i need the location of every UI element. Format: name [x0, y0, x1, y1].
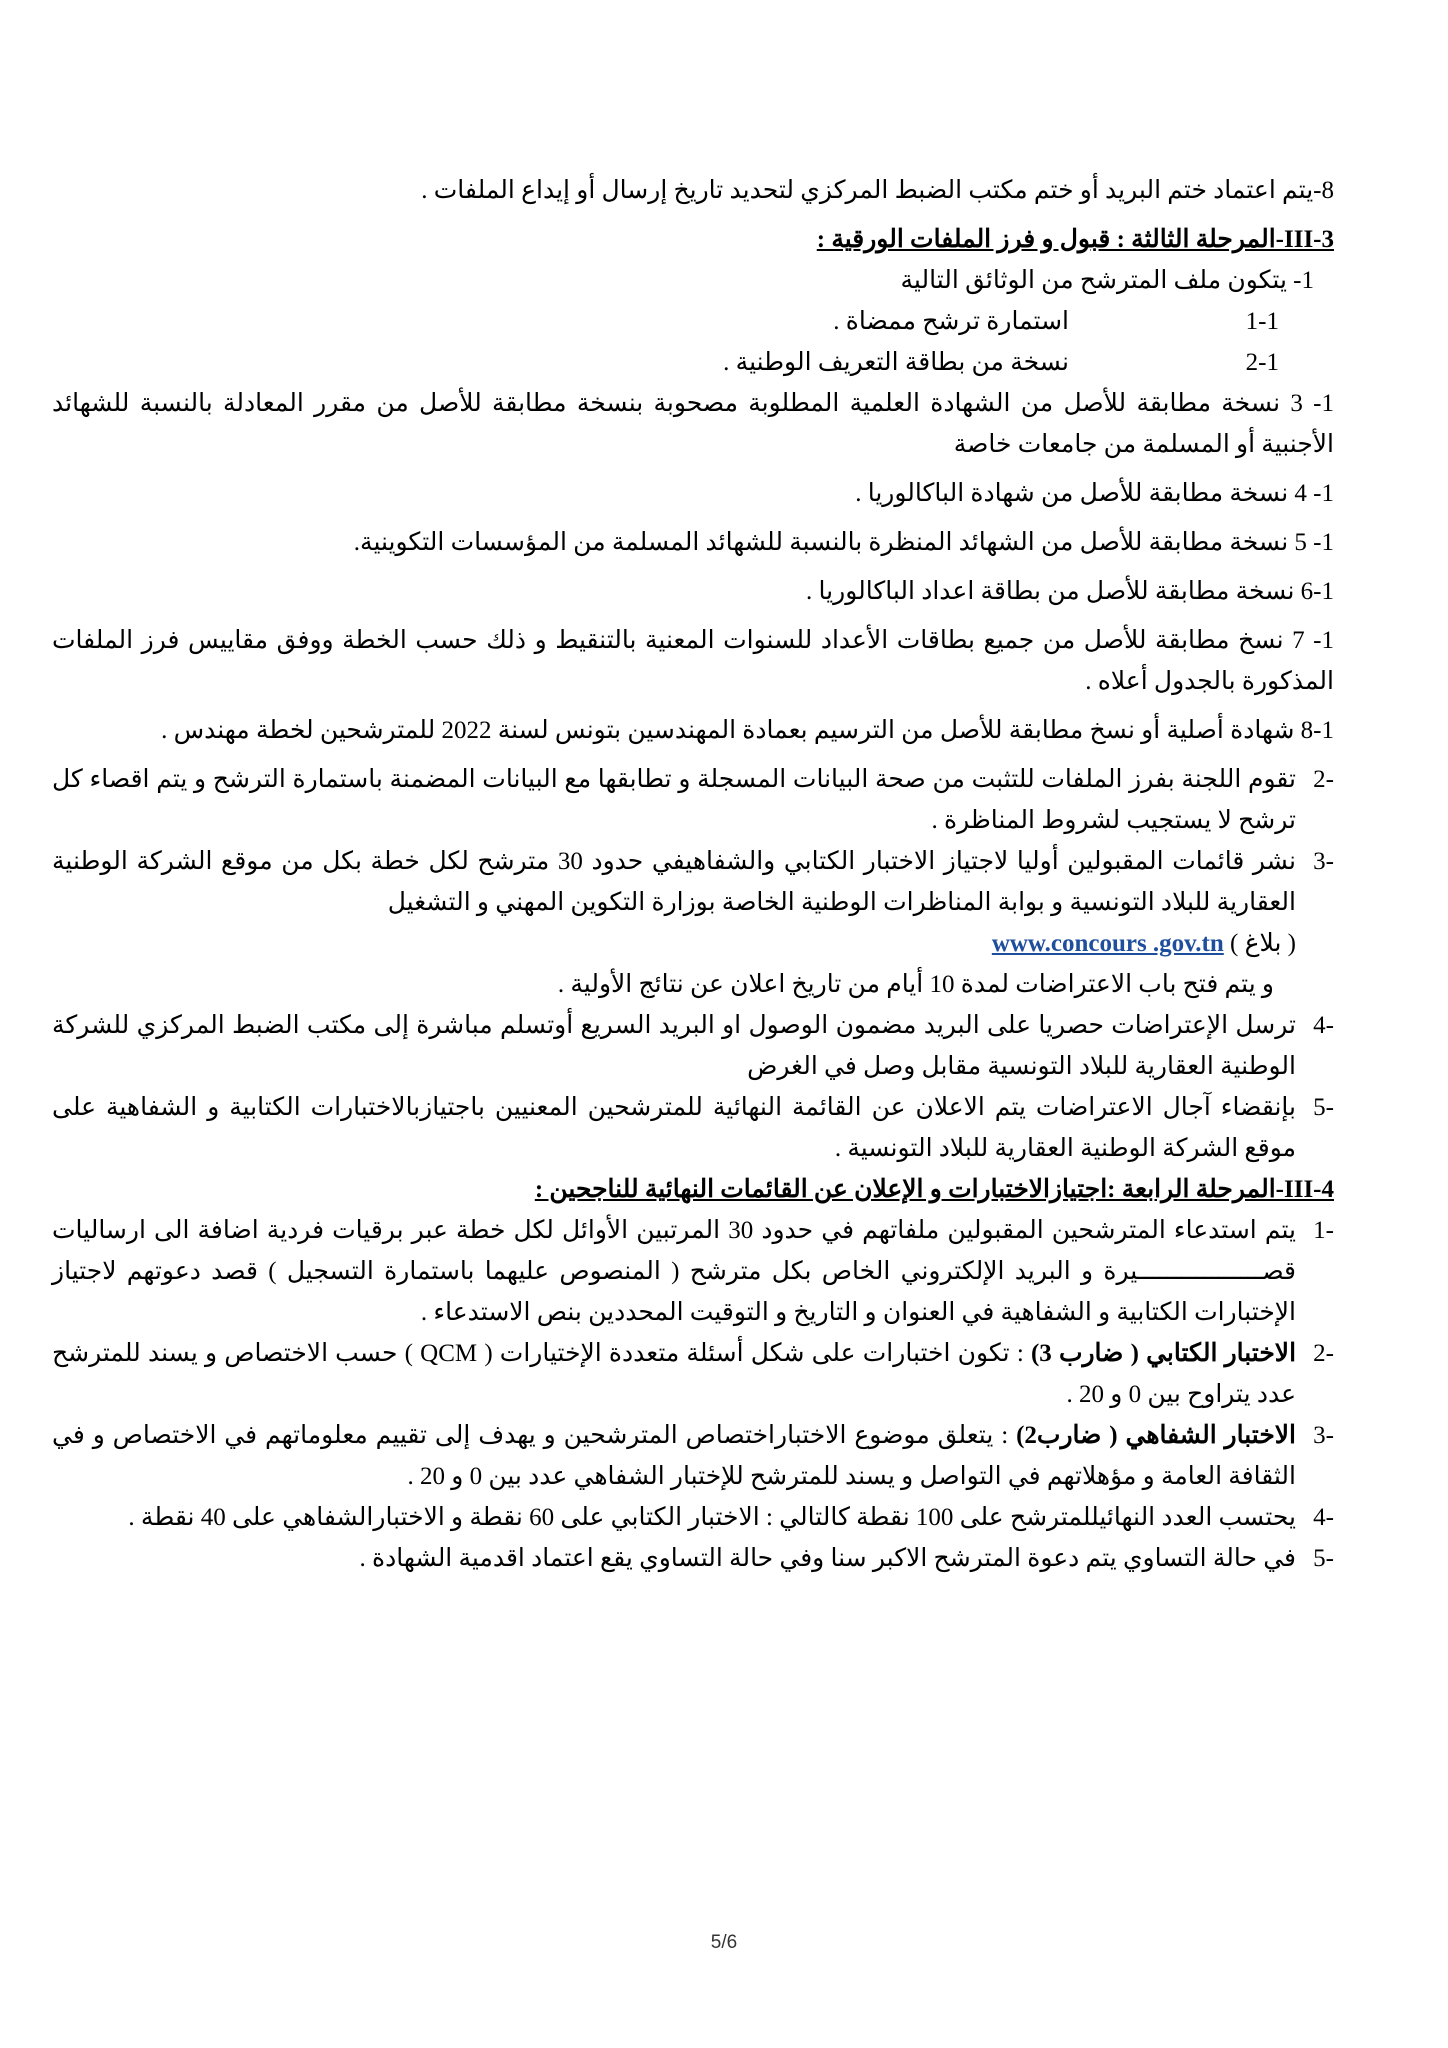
item-text: بإنقضاء آجال الاعتراضات يتم الاعلان عن القائمة النهائية للمترشحين المعنيين باجتيازبالاختبارات الكتابية و الشفاهية على موقع الشركة الوطنية العقارية للبلاد التونسية .: [52, 1094, 1296, 1162]
item-text: استمارة ترشح ممضاة .: [833, 308, 1069, 335]
item-text: يحتسب العدد النهائيللمترشح على 100 نقطة كالتالي : الاختبار الكتابي على 60 نقطة و الاختبارالشفاهي على 40 نقطة .: [128, 1504, 1296, 1531]
list-item-8-1: 8-1 شهادة أصلية أو نسخ مطابقة للأصل من الترسيم بعمادة المهندسين بتونس لسنة 2022 للمترشحين لخطة مهندس .: [161, 717, 1334, 744]
list-item-1-3: 1- 3 نسخة مطابقة للأصل من الشهادة العلمية المطلوبة مصحوبة بنسخة مطابقة للأصل من مقرر المعادلة بالنسبة للشهائد الأجنبية أو المسلمة من جامعات خاصة: [52, 390, 1334, 458]
section-heading-3: III-3-المرحلة الثالثة : قبول و فرز الملفات الورقية :: [816, 226, 1334, 253]
list-item-4: [52, 1005, 1334, 1087]
item-number: -4: [1313, 1504, 1334, 1531]
item-number: -2: [1313, 1340, 1334, 1367]
oral-exam-text: : يتعلق موضوع الاختباراختصاص المترشحين و يهدف إلى تقييم معلوماتهم في الاختصاص و في الثقافة العامة و مؤهلاتهم في التواصل و يسند للمترشح للإختبار الشفاهي عدد بين 0 و 20 .: [52, 1422, 1296, 1490]
item-text: في حالة التساوي يتم دعوة المترشح الاكبر سنا وفي حالة التساوي يقع اعتماد اقدمية الشهادة .: [359, 1545, 1296, 1572]
item-number: -5: [1313, 1545, 1334, 1572]
list-intro: 1- يتكون ملف المترشح من الوثائق التالية: [900, 267, 1314, 294]
item-text: يتم استدعاء المترشحين المقبولين ملفاتهم في حدود 30 المرتبين الأوائل لكل خطة عبر برقيات فردية اضافة الى ارساليات قصـــــــــــــــــيرة و البريد الإلكتروني الخاص بكل مترشح ( المنصوص عليهما باستمارة التسجيل ) قصد دعوتهم لاجتياز الإختبارات الكتابية و الشفاهية في العنوان و التاريخ و التوقيت المحددين بنص الاستدعاء .: [52, 1217, 1296, 1326]
concours-link[interactable]: www.concours .gov.tn: [991, 930, 1224, 957]
item-number: -3: [1313, 1422, 1334, 1449]
list-item-1-1: [52, 301, 1334, 342]
stage4-item-1: [52, 1210, 1334, 1333]
list-item-1-5: 1- 5 نسخة مطابقة للأصل من الشهائد المنظرة بالنسبة للشهائد المسلمة من المؤسسات التكوينية.: [353, 529, 1334, 556]
item-number: -4: [1313, 1012, 1334, 1039]
stage4-item-5: [52, 1538, 1334, 1579]
list-item-3: [52, 841, 1334, 964]
list-item-2-1: [52, 342, 1334, 383]
item-text: ترسل الإعتراضات حصريا على البريد مضمون الوصول او البريد السريع أوتسلم مباشرة إلى مكتب الضبط المركزي للشركة الوطنية العقارية للبلاد التونسية مقابل وصل في الغرض: [52, 1012, 1296, 1080]
item-text: تقوم اللجنة بفرز الملفات للتثبت من صحة البيانات المسجلة و تطابقها مع البيانات المضمنة باستمارة الترشح و يتم اقصاء كل ترشح لا يستجيب لشروط المناظرة .: [52, 766, 1296, 834]
item-number: -5: [1313, 1094, 1334, 1121]
list-item-6-1: 6-1 نسخة مطابقة للأصل من بطاقة اعداد الباكالوريا .: [806, 578, 1334, 605]
item-text: نسخة من بطاقة التعريف الوطنية .: [723, 349, 1069, 376]
item-text: [52, 841, 1296, 964]
item-text-tail: ( بلاغ ): [1230, 930, 1296, 957]
written-exam-label: الاختبار الكتابي ( ضارب 3): [1030, 1340, 1297, 1367]
stage4-item-2: [52, 1333, 1334, 1415]
list-item-5: [52, 1087, 1334, 1169]
objection-note: و يتم فتح باب الاعتراضات لمدة 10 أيام من تاريخ اعلان عن نتائج الأولية .: [557, 971, 1274, 998]
item-number: 1-1: [1245, 308, 1279, 335]
written-exam-text: : تكون اختبارات على شكل أسئلة متعددة الإختيارات ( QCM ) حسب الاختصاص و يسند للمترشح عدد يتراوح بين 0 و 20 .: [52, 1340, 1296, 1408]
paragraph-8: 8-يتم اعتماد ختم البريد أو ختم مكتب الضبط المركزي لتحديد تاريخ إرسال أو إيداع الملفات .: [421, 177, 1334, 204]
stage4-item-4: [52, 1497, 1334, 1538]
item-number: -1: [1313, 1217, 1334, 1244]
oral-exam-label: الاختبار الشفاهي ( ضارب2): [1016, 1422, 1296, 1449]
item-number: -3: [1313, 848, 1334, 875]
section-heading-4: III-4-المرحلة الرابعة :اجتيازالاختبارات و الإعلان عن القائمات النهائية للناجحين :: [534, 1176, 1334, 1203]
list-item-1-4: 1- 4 نسخة مطابقة للأصل من شهادة الباكالوريا .: [855, 480, 1334, 507]
item-number: 2-1: [1245, 349, 1279, 376]
item-text: [52, 1415, 1296, 1497]
list-item-2: [52, 759, 1334, 841]
item-number: -2: [1313, 766, 1334, 793]
list-item-1-7: 1- 7 نسخ مطابقة للأصل من جميع بطاقات الأعداد للسنوات المعنية بالتنقيط و ذلك حسب الخطة ووفق مقاييس فرز الملفات المذكورة بالجدول أعلاه .: [52, 627, 1335, 695]
document-body: [52, 170, 1334, 1579]
page-number: 5/6: [710, 1932, 738, 1953]
item-text: [52, 1333, 1296, 1415]
item-text-main: نشر قائمات المقبولين أوليا لاجتياز الاختبار الكتابي والشفاهيفي حدود 30 مترشح لكل خطة بكل من موقع الشركة الوطنية العقارية للبلاد التونسية و بوابة المناظرات الوطنية الخاصة بوزارة التكوين المهني و التشغيل: [52, 848, 1296, 916]
stage4-item-3: [52, 1415, 1334, 1497]
